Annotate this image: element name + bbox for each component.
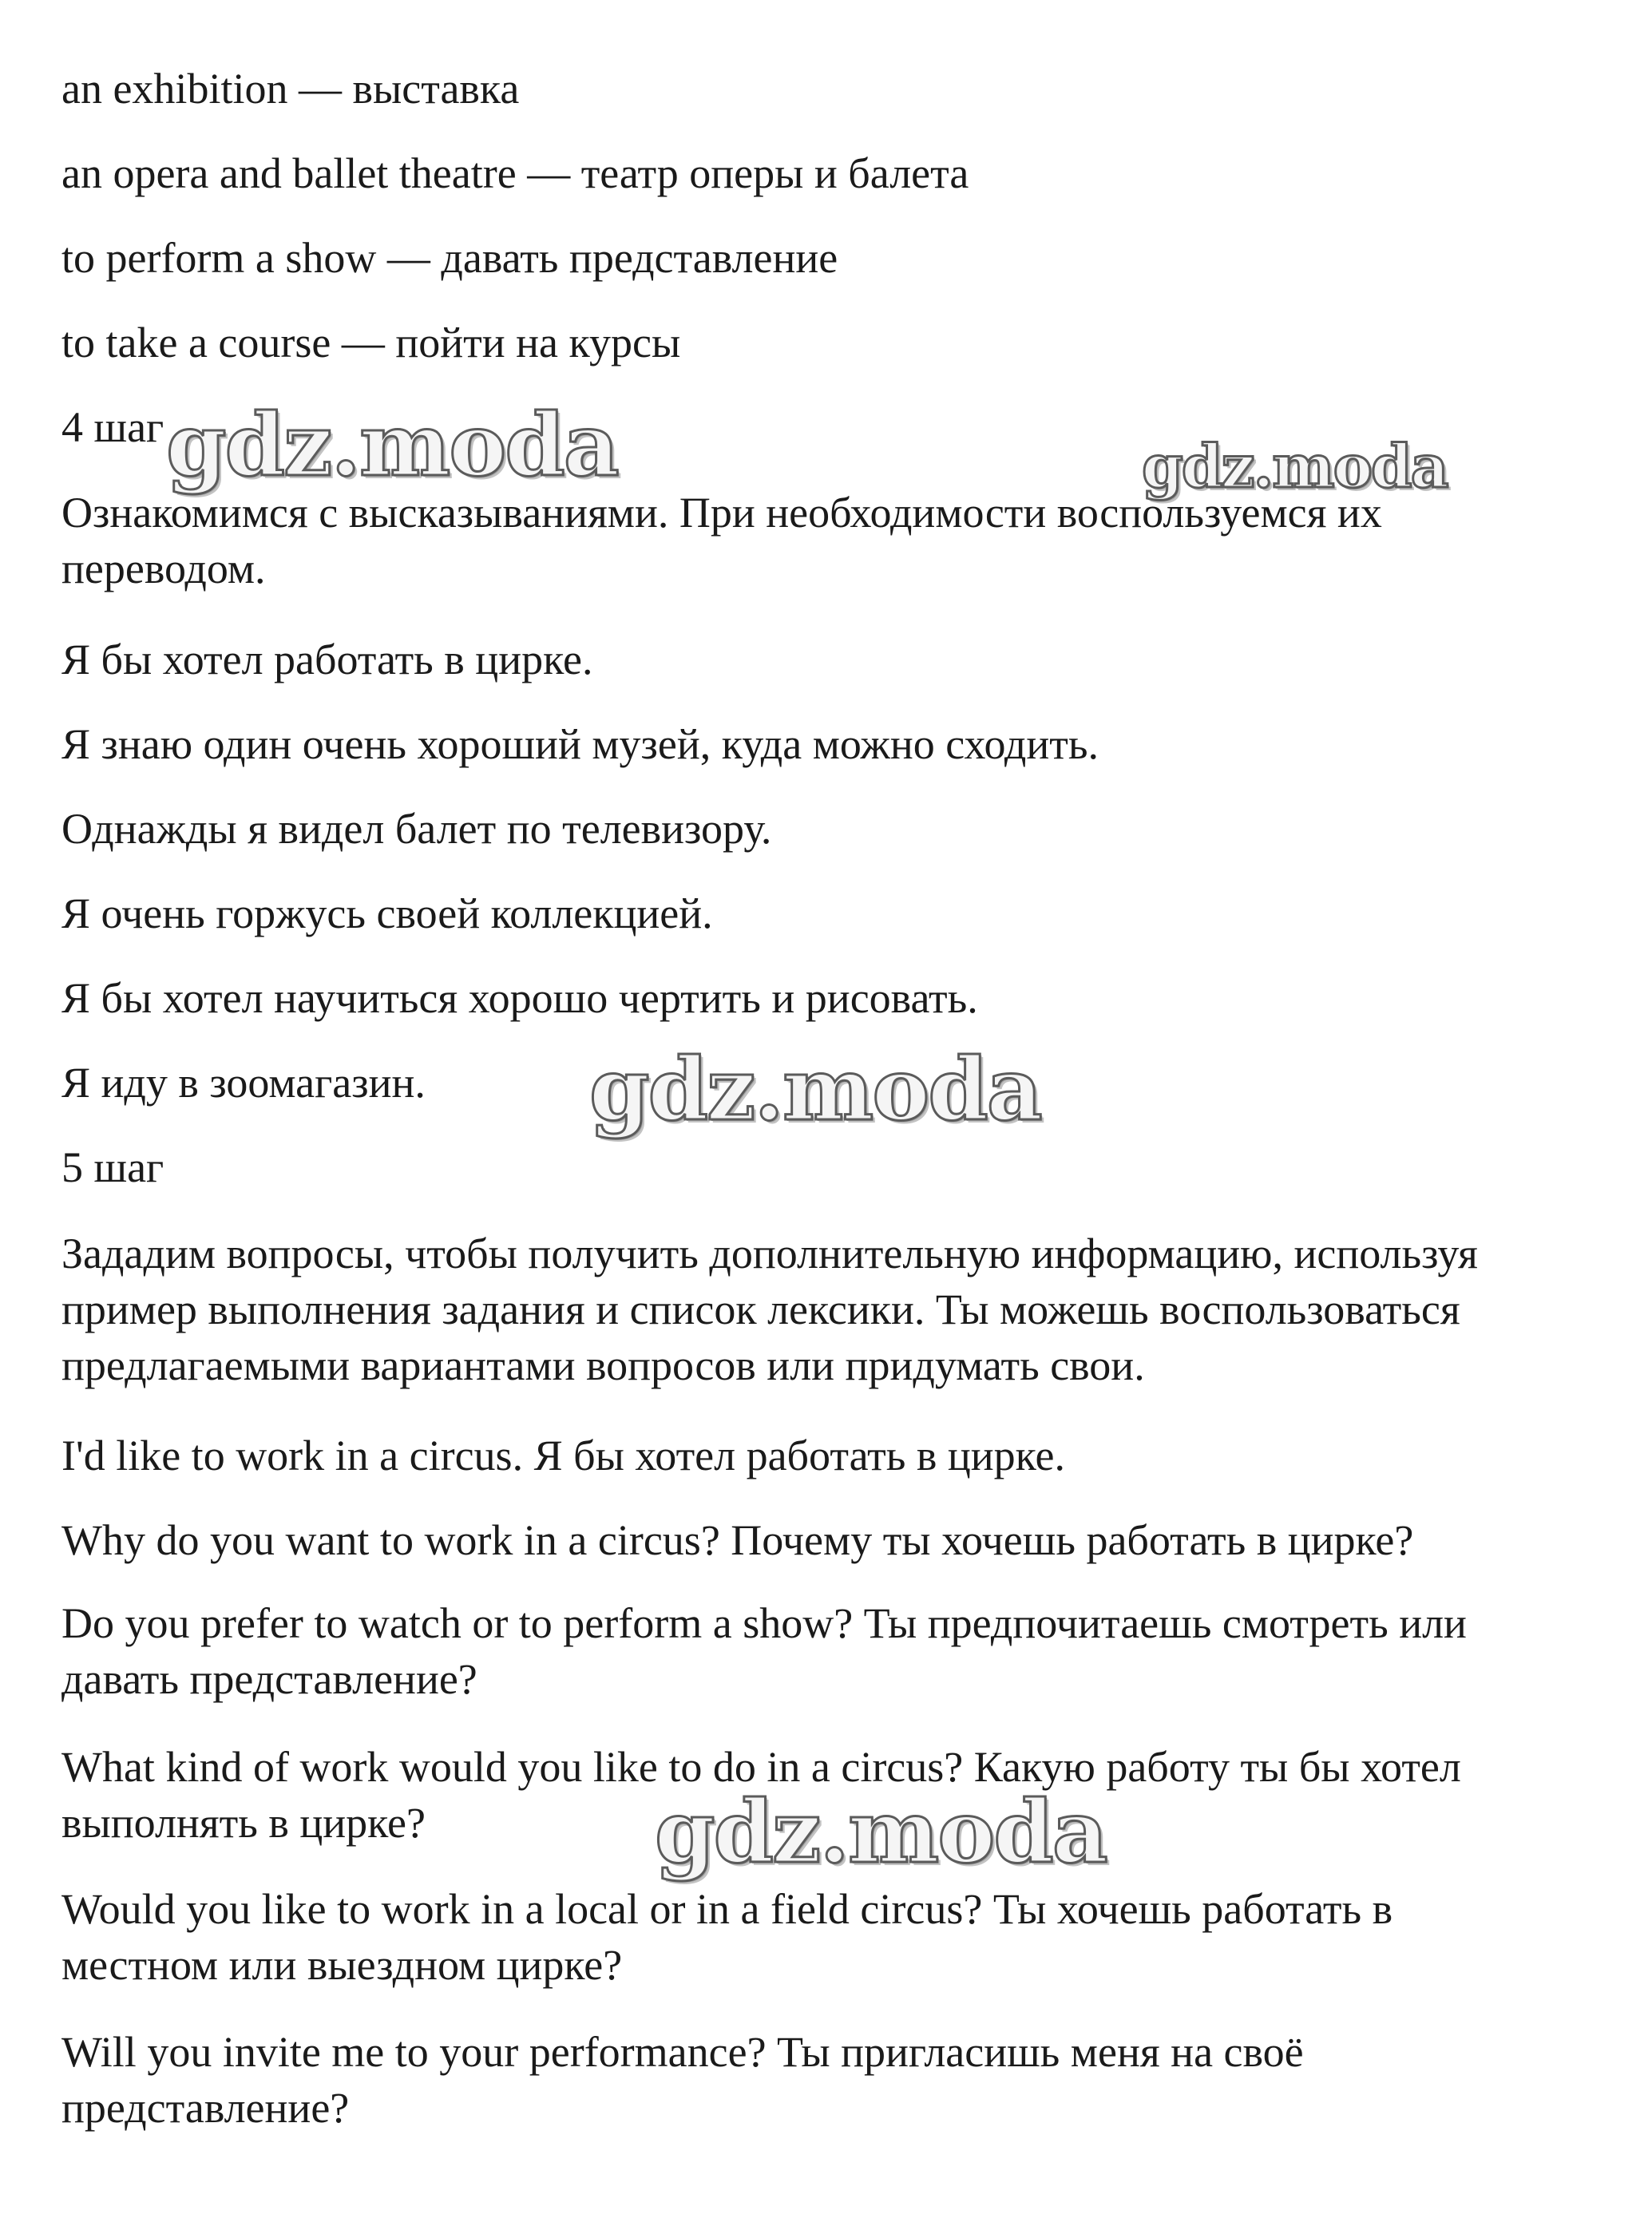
step4-statement: Я очень горжусь своей коллекцией. <box>61 889 713 937</box>
vocab-line-take-course: to take a course — пойти на курсы <box>61 319 681 366</box>
step4-statement: Я знаю один очень хороший музей, куда можно сходить. <box>61 720 1099 768</box>
question-line: Would you like to work in a local or in a field circus? Ты хочешь работать в <box>61 1885 1393 1933</box>
step5-question: Why do you want to work in a circus? Почему ты хочешь работать в цирке? <box>61 1516 1414 1564</box>
step4-statement: Однажды я видел балет по телевизору. <box>61 805 772 853</box>
step4-intro-line: переводом. <box>61 545 266 592</box>
step5-intro-line: предлагаемыми вариантами вопросов или придумать свои. <box>61 1341 1145 1389</box>
step5-question <box>61 1595 1626 1707</box>
question-line: Do you prefer to watch or to perform a show? Ты предпочитаешь смотреть или <box>61 1599 1467 1647</box>
step4-intro-line: Ознакомимся с высказываниями. При необходимости воспользуемся их <box>61 489 1382 537</box>
step5-intro-line: Зададим вопросы, чтобы получить дополнительную информацию, используя <box>61 1230 1478 1277</box>
step5-example: I'd like to work in a circus. Я бы хотел работать в цирке. <box>61 1432 1066 1479</box>
question-line: представление? <box>61 2084 350 2132</box>
step4-statement: Я иду в зоомагазин. <box>61 1059 426 1107</box>
vocab-line-opera-theatre: an opera and ballet theatre — театр оперы и балета <box>61 149 969 197</box>
step5-intro-line: пример выполнения задания и список лексики. Ты можешь воспользоваться <box>61 1285 1460 1333</box>
step5-question <box>61 2024 1626 2136</box>
step5-heading: 5 шаг <box>61 1143 164 1191</box>
step5-intro <box>61 1226 1626 1393</box>
question-line: давать представление? <box>61 1655 477 1703</box>
watermark: gdz.moda <box>166 395 618 496</box>
step4-heading: 4 шаг <box>61 403 164 451</box>
watermark: gdz.moda <box>589 1040 1041 1140</box>
vocab-line-perform-show: to perform a show — давать представление <box>61 234 838 282</box>
vocab-line-exhibition: an exhibition — выставка <box>61 65 520 113</box>
question-line: What kind of work would you like to do in a circus? Какую работу ты бы хотел <box>61 1743 1461 1791</box>
question-line: Will you invite me to your performance? Ты пригласишь меня на своё <box>61 2028 1304 2076</box>
step4-statement: Я бы хотел работать в цирке. <box>61 636 593 683</box>
watermark: gdz.moda <box>1142 433 1448 501</box>
question-line: местном или выездном цирке? <box>61 1941 623 1989</box>
step5-question <box>61 1881 1626 1993</box>
question-line: выполнять в цирке? <box>61 1799 426 1847</box>
watermark: gdz.moda <box>655 1782 1107 1883</box>
step4-statement: Я бы хотел научиться хорошо чертить и рисовать. <box>61 974 978 1022</box>
